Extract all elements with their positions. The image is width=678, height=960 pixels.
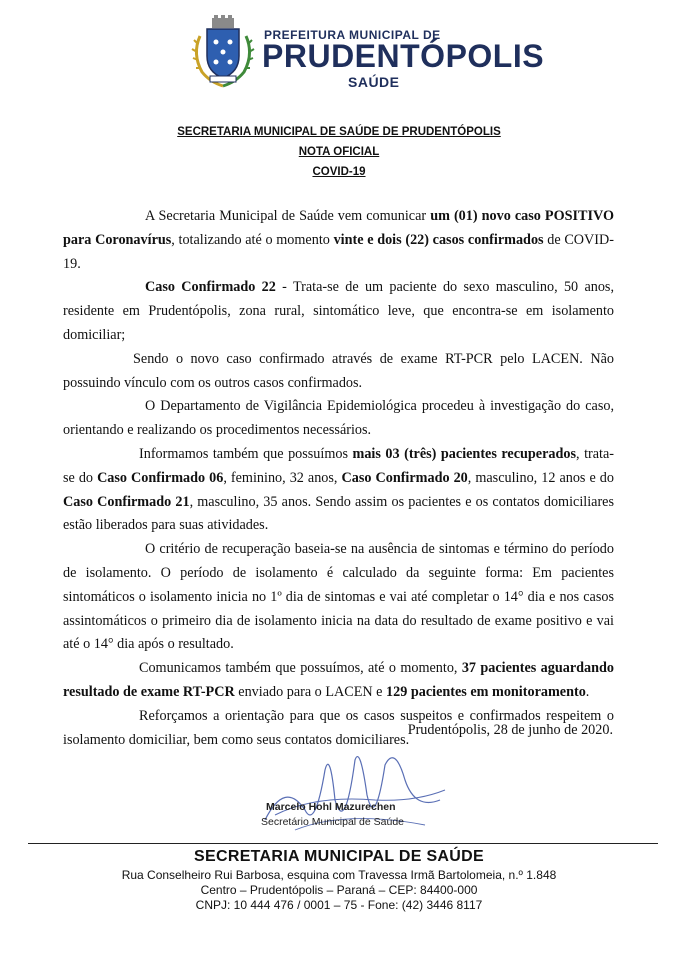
- footer-city: Centro – Prudentópolis – Paraná – CEP: 84400-000: [200, 883, 478, 897]
- text-bold: Caso Confirmado 21: [63, 493, 190, 510]
- text-bold: Caso Confirmado 06: [97, 469, 224, 486]
- brand-sub-text: SAÚDE: [348, 74, 400, 90]
- document-date: Prudentópolis, 28 de junho de 2020.: [407, 722, 613, 738]
- text-bold: vinte e dois (22) casos confirmados: [333, 231, 544, 248]
- document-subject-title: COVID-19: [312, 166, 366, 178]
- paragraph-new-case: [63, 205, 614, 276]
- text-bold: Caso Confirmado 20: [341, 469, 468, 486]
- text-span: - Trata-se de um paciente do sexo masculino, 50 anos, residente em Prudentópolis, zona rural, sintomático leve, que encontra-se em isolamento domiciliar;: [63, 279, 614, 343]
- paragraph-pending-tests: [63, 657, 614, 705]
- text-span: , trata-se do: [63, 445, 614, 486]
- document-department-title: SECRETARIA MUNICIPAL DE SAÚDE DE PRUDENTÓPOLIS: [177, 126, 501, 138]
- text-bold: Caso Confirmado 22: [145, 279, 276, 296]
- text-span: Informamos também que possuímos: [139, 445, 353, 462]
- text-bold: um (01) novo caso POSITIVO para Coronavírus: [63, 208, 614, 248]
- coat-of-arms-icon: [190, 14, 256, 88]
- text-span: A Secretaria Municipal de Saúde vem comunicar: [145, 208, 431, 224]
- paragraph-recovery-criteria: O critério de recuperação baseia-se na ausência de sintomas e término do período de isolamento. O período de isolamento é calculado da seguinte forma: Em pacientes sintomáticos o isolamento inicia no 1º dia de sintomas e vai até completar o 14° dia e nos casos assintomáticos o primeiro dia de isolamento inicia na data do resultado de exame positivo e vai até o 14° dia após o resultado.: [63, 541, 614, 653]
- paragraph-confirmation: Sendo o novo caso confirmado através de exame RT-PCR pelo LACEN. Não possuindo vínculo com os outros casos confirmados.: [63, 350, 614, 391]
- text-span: Comunicamos também que possuímos, até o momento,: [139, 660, 462, 677]
- footer-title: SECRETARIA MUNICIPAL DE SAÚDE: [194, 848, 484, 865]
- signatory-role: Secretário Municipal de Saúde: [261, 816, 405, 828]
- paragraph-investigation: O Departamento de Vigilância Epidemiológica procedeu à investigação do caso, orientando e realizando os procedimentos necessários.: [63, 398, 614, 439]
- letterhead: [0, 0, 678, 100]
- text-span: , feminino, 32 anos,: [223, 469, 342, 486]
- text-span: , totalizando até o momento: [171, 231, 334, 248]
- paragraph-recovered: [63, 443, 614, 538]
- document-body: [63, 205, 614, 752]
- document-type-title: NOTA OFICIAL: [298, 146, 380, 158]
- footer-address: Rua Conselheiro Rui Barbosa, esquina com Travessa Irmã Bartolomeia, n.º 1.848: [121, 868, 557, 882]
- text-bold: mais 03 (três) pacientes recuperados: [352, 445, 576, 462]
- text-bold: 129 pacientes em monitoramento: [386, 683, 586, 700]
- text-bold: 37 pacientes aguardando resultado de exame RT-PCR: [63, 660, 614, 700]
- text-span: , masculino, 35 anos. Sendo assim os pacientes e os contatos domiciliares estão liberados para suas atividades.: [63, 493, 614, 534]
- footer-divider: [28, 843, 658, 844]
- signatory-name: Marcelo Hohl Mazurechen: [266, 801, 396, 813]
- brand-top-text: PREFEITURA MUNICIPAL DE: [264, 28, 441, 42]
- text-span: , masculino, 12 anos e do: [467, 469, 614, 486]
- text-span: de COVID-19.: [63, 231, 614, 272]
- text-span: enviado para o LACEN e: [234, 683, 387, 700]
- paragraph-guidance: Reforçamos a orientação para que os casos suspeitos e confirmados respeitem o isolamento domiciliar, bem como seus contatos domiciliares.: [63, 707, 614, 748]
- brand-main-text: PRUDENTÓPOLIS: [262, 38, 545, 74]
- paragraph-case-22: [63, 276, 614, 347]
- footer-contact: CNPJ: 10 444 476 / 0001 – 75 - Fone: (42) 3446 8117: [195, 898, 483, 912]
- text-span: .: [585, 683, 590, 700]
